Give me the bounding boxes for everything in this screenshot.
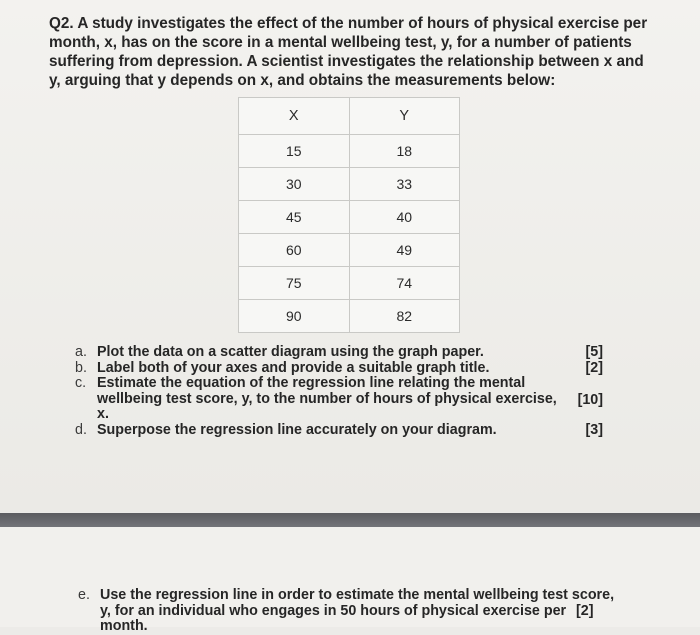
part-letter: d. bbox=[75, 421, 87, 438]
data-table bbox=[238, 97, 460, 333]
part-letter: c. bbox=[75, 375, 87, 392]
question-parts bbox=[75, 345, 615, 439]
part-letter: b. bbox=[75, 359, 87, 376]
cell-y: 82 bbox=[349, 300, 460, 333]
part-b bbox=[75, 361, 615, 377]
cell-x: 45 bbox=[239, 201, 350, 234]
part-text: Use the regression line in order to estimate the mental wellbeing test score, y, for an individual who engages in 50 hours of physical exercise per month. bbox=[100, 587, 615, 635]
cell-x: 60 bbox=[239, 234, 350, 267]
cell-x: 90 bbox=[239, 300, 350, 333]
part-marks: [2] bbox=[576, 603, 594, 619]
cell-y: 33 bbox=[349, 168, 460, 201]
part-marks: [3] bbox=[585, 421, 603, 438]
part-text: Label both of your axes and provide a suitable graph title. bbox=[97, 359, 490, 376]
part-marks: [2] bbox=[585, 359, 603, 376]
table-row bbox=[239, 300, 460, 333]
cell-x: 75 bbox=[239, 267, 350, 300]
part-text: Superpose the regression line accurately on your diagram. bbox=[97, 421, 497, 438]
table-row bbox=[239, 135, 460, 168]
part-marks: [5] bbox=[585, 344, 603, 360]
table-header-row bbox=[239, 98, 460, 135]
cell-x: 30 bbox=[239, 168, 350, 201]
part-letter: e. bbox=[78, 587, 90, 603]
cell-y: 18 bbox=[349, 135, 460, 168]
part-c bbox=[75, 376, 615, 423]
part-letter: a. bbox=[75, 344, 87, 360]
table-row bbox=[239, 168, 460, 201]
table-row bbox=[239, 234, 460, 267]
part-text: Plot the data on a scatter diagram using the graph paper. bbox=[97, 344, 484, 360]
table-row bbox=[239, 267, 460, 300]
part-marks: [10] bbox=[577, 392, 603, 409]
header-x: X bbox=[239, 98, 350, 135]
question-intro: Q2. A study investigates the effect of the number of hours of physical exercise per month, x, has on the score in a mental wellbeing test, y, for a number of patients suffering from depression. A scientist investigates the relationship between x and y, arguing that y depends on x, and obtains the measurements below: bbox=[49, 15, 648, 89]
part-d bbox=[75, 423, 615, 439]
cell-y: 49 bbox=[349, 234, 460, 267]
cell-x: 15 bbox=[239, 135, 350, 168]
header-y: Y bbox=[349, 98, 460, 135]
cell-y: 40 bbox=[349, 201, 460, 234]
table-row bbox=[239, 201, 460, 234]
part-a bbox=[75, 345, 615, 361]
part-text: Estimate the equation of the regression line relating the mental wellbeing test score, y, to the number of hours of physical exercise, x. bbox=[97, 375, 557, 423]
cell-y: 74 bbox=[349, 267, 460, 300]
question bbox=[49, 14, 649, 90]
page-divider bbox=[0, 513, 700, 527]
part-e bbox=[78, 588, 660, 635]
